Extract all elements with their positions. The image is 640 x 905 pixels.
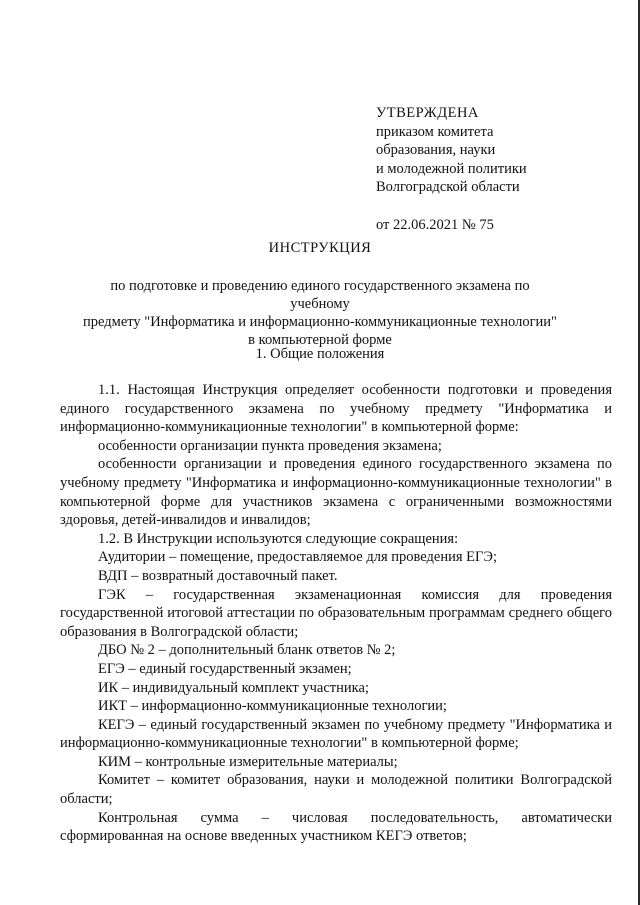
document-subtitle xyxy=(80,277,560,349)
body-paragraph: ДБО № 2 – дополнительный бланк ответов № 2; xyxy=(98,642,396,659)
section-heading: 1. Общие положения xyxy=(255,346,385,362)
subtitle-line: по подготовке и проведению единого государственного экзамена по учебному xyxy=(110,278,530,312)
approval-heading: УТВЕРЖДЕНА xyxy=(376,105,479,121)
body-paragraph: 1.1. Настоящая Инструкция определяет особенности подготовки и проведения единого государственного экзамена по учебному предмету "Информатика и информационно-коммуникационные технологии" в компьютерной форме: xyxy=(60,382,612,436)
document-body xyxy=(60,381,612,846)
approval-line: образования, науки xyxy=(376,142,496,158)
body-paragraph: ГЭК – государственная экзаменационная комиссия для проведения государственной итоговой аттестации по образовательным программам среднего общего образования в Волгоградской области; xyxy=(60,586,612,640)
approval-block xyxy=(376,104,527,234)
body-paragraph: КИМ – контрольные измерительные материалы; xyxy=(98,753,398,770)
approval-line: приказом комитета xyxy=(376,123,494,140)
body-paragraph: ЕГЭ – единый государственный экзамен; xyxy=(98,660,352,677)
subtitle-line: в компьютерной форме xyxy=(248,332,392,348)
body-paragraph: КЕГЭ – единый государственный экзамен по учебному предмету "Информатика и информационно-коммуникационные технологии" в компьютерной форме; xyxy=(60,716,612,752)
approval-date: от 22.06.2021 № 75 xyxy=(376,216,494,233)
approval-line: и молодежной политики xyxy=(376,160,527,177)
body-paragraph: Комитет – комитет образования, науки и молодежной политики Волгоградской области; xyxy=(60,772,612,808)
body-paragraph: особенности организации и проведения единого государственного экзамена по учебному предмету "Информатика и информационно-коммуникационные технологии" в компьютерной форме для участников экзамена с ограниченными возможностями здоровья, детей-инвалидов и инвалидов; xyxy=(60,456,612,529)
body-paragraph: Контрольная сумма – числовая последовательность, автоматически сформированная на основе введенных участником КЕГЭ ответов; xyxy=(60,809,612,845)
body-paragraph: Аудитории – помещение, предоставляемое для проведения ЕГЭ; xyxy=(98,549,497,566)
body-paragraph: ИКТ – информационно-коммуникационные технологии; xyxy=(98,698,447,715)
document-title: ИНСТРУКЦИЯ xyxy=(268,240,372,256)
body-paragraph: ВДП – возвратный доставочный пакет. xyxy=(98,567,338,584)
approval-line: Волгоградской области xyxy=(376,179,520,195)
body-paragraph: ИК – индивидуальный комплект участника; xyxy=(98,679,369,696)
subtitle-line: предмету "Информатика и информационно-коммуникационные технологии" xyxy=(83,314,557,330)
body-paragraph: 1.2. В Инструкции используются следующие сокращения: xyxy=(98,530,459,547)
body-paragraph: особенности организации пункта проведения экзамена; xyxy=(98,437,442,454)
